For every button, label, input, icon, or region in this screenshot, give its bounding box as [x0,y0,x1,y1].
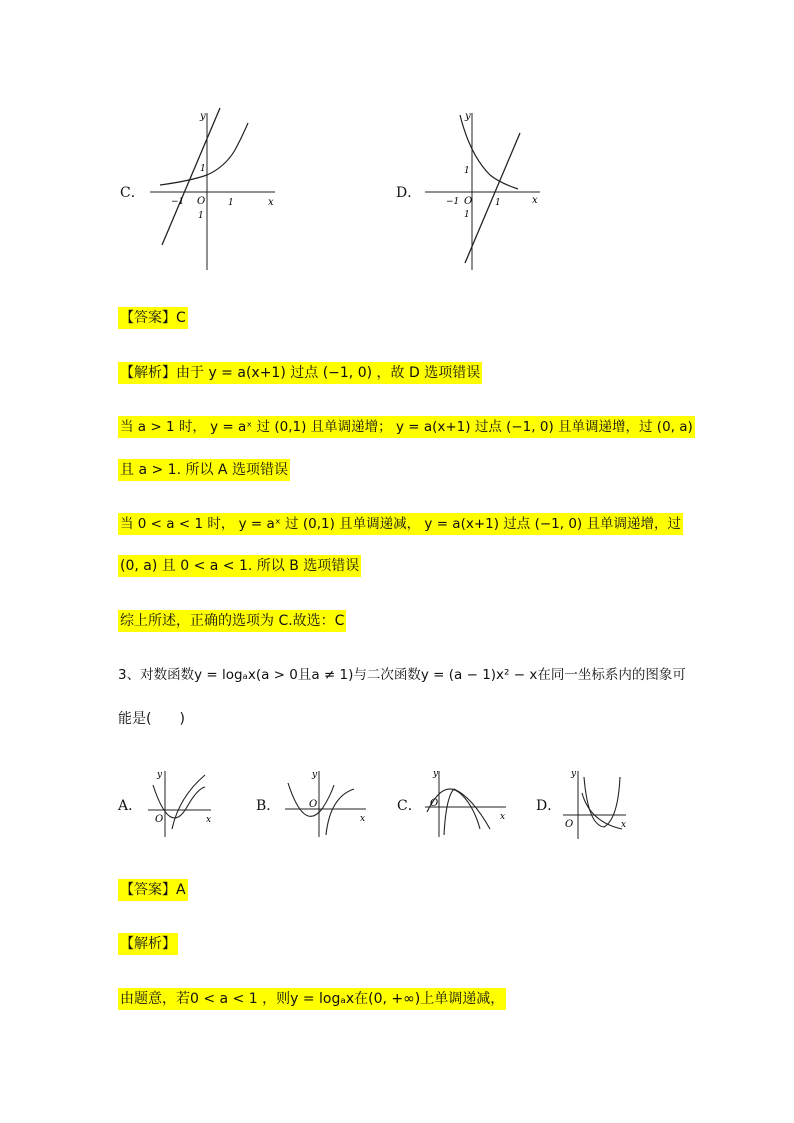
option-d-graph [420,105,550,275]
x-axis-label: x [532,195,538,206]
y-axis-label: y [433,769,439,779]
analysis-q2-line3: 且 a > 1. 所以 A 选项错误 [118,459,290,481]
y-axis-label: y [157,770,163,780]
y-axis-label: y [312,770,318,780]
question-3-stem: 3、对数函数y = logₐx(a > 0且a ≠ 1)与二次函数y = (a − 1)x² − x在同一坐标系内的图象可 [118,667,686,683]
analysis-q3-label: 【解析】 [118,933,178,955]
q3-option-c-label: C． [397,798,422,814]
origin-label: O [197,196,206,207]
q3-option-b-label: B． [256,798,281,814]
analysis-q3-line1: 由题意，若0 < a < 1 ，则y = logₐx在(0, +∞)上单调递减， [118,988,506,1010]
tick-pos-one: 1 [228,198,234,208]
x-axis-label: x [268,197,274,208]
x-axis-label: x [360,814,366,824]
question-3-stem-cont: 能是( ) [118,711,185,727]
answer-q2: 【答案】C [118,307,188,329]
tick-y-neg-one: 1 [198,211,204,221]
origin-label: O [565,819,574,830]
analysis-q2-conclusion: 综上所述，正确的选项为 C.故选：C [118,610,346,632]
answer-q3: 【答案】A [118,879,188,901]
analysis-q2-line5: (0, a) 且 0 < a < 1. 所以 B 选项错误 [118,555,361,577]
q3-option-b-graph [282,767,372,839]
option-c-label: C． [120,185,145,201]
option-c-graph [140,105,280,275]
y-axis-label: y [571,769,577,779]
q3-option-d-label: D． [536,798,562,814]
option-d-label: D． [396,185,422,201]
tick-y-one: 1 [200,164,206,174]
analysis-q2-line4: 当 0 < a < 1 时， y = aˣ 过 (0,1) 且单调递减， y = a(x+1) 过点 (−1, 0) 且单调递增，过 [118,513,683,535]
q3-option-a-graph [145,767,217,839]
q3-option-a-label: A． [118,798,143,814]
origin-label: O [155,814,164,825]
analysis-q2-line2: 当 a > 1 时， y = aˣ 过 (0,1) 且单调递增； y = a(x+1) 过点 (−1, 0) 且单调递增，过 (0, a) [118,416,695,438]
tick-pos-one: 1 [495,198,501,208]
tick-y-one: 1 [464,166,470,176]
tick-neg-one: −1 [171,197,185,207]
analysis-q2-line1: 【解析】由于 y = a(x+1) 过点 (−1, 0) ，故 D 选项错误 [118,362,482,384]
origin-label: O [430,798,439,809]
origin-label: O [309,799,318,810]
y-axis-label: y [465,111,471,122]
tick-y-neg-one: 1 [464,210,470,220]
x-axis-label: x [621,820,627,830]
q3-option-d-graph [560,767,632,839]
y-axis-label: y [200,111,206,122]
q3-option-c-graph [422,767,512,839]
x-axis-label: x [206,815,212,825]
x-axis-label: x [500,812,506,822]
tick-neg-one: −1 [446,197,460,207]
origin-label: O [464,196,473,207]
